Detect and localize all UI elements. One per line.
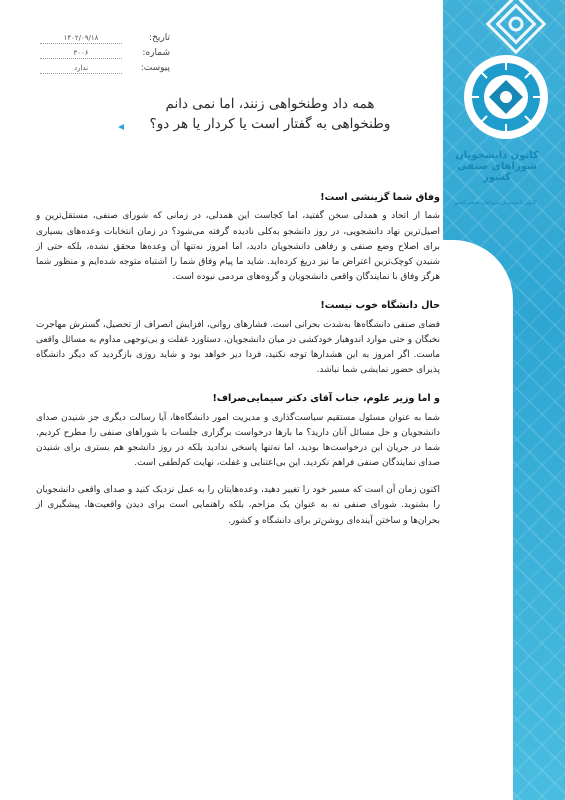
letter-body: [36, 192, 440, 529]
section-title: و اما وزیر علوم، جناب آقای دکتر سیمایی‌صراف!: [212, 393, 440, 405]
paragraph: شما از اتحاد و همدلی سخن گفتید، اما کجاست این همدلی، در زمانی که شورای صنفی، مستقل‌ترین و اصیل‌ترین نهاد دانشجویی، در روز دانشجو به‌کلی نادیده گرفته می‌شود؟ در زمان انتخابات وعده‌های بسیاری برای اصلاح وضع صنفی و رفاهی دانشجویان دادید، اما امروز نه‌تنها آن وعده‌ها محقق نشده، بلکه حتی از شنیدن کوچک‌ترین اعتراض ما نیز دریغ کرده‌اید. شاید ما پیام وفاق شما را اشتباه متوجه شده‌ایم و منظور شما هرگز وفاق با نمایندگان واقعی دانشجویان و گروه‌های مردمی نبوده است.: [36, 211, 440, 283]
headline-line-2: وطنخواهی به گفتار است یا کردار یا هر دو؟: [149, 115, 391, 132]
paragraph: اکنون زمان آن است که مسیر خود را تغییر دهید، وعده‌هایتان را به عمل نزدیک کنید و صدای واقعی دانشجویان را بشنوید. شورای صنفی نه به عنوان یک مزاحم، بلکه راهنمایی است برای دیدن واقعیت‌ها، پیشگیری از بحران‌ها و ساختن آینده‌ای روشن‌تر برای دانشگاه و کشور.: [36, 485, 440, 526]
headline-arrow-icon: [118, 124, 124, 130]
section-title: وفاق شما گزینشی است!: [320, 192, 440, 203]
number-label: شماره:: [142, 48, 170, 58]
attachment-row: [40, 63, 170, 78]
date-value: ۱۴۰۲/۰۹/۱۸: [40, 34, 122, 44]
date-label: تاریخ:: [149, 33, 170, 43]
letter-meta: [40, 33, 170, 78]
logo-subtitle: کانون دانشجویان شوراهای صنفی کشور: [453, 200, 537, 206]
logo-title: کانون دانشجویان شوراهای صنفی کشور: [455, 150, 539, 183]
paragraph: فضای صنفی دانشگاه‌ها به‌شدت بحرانی است. فشارهای روانی، افزایش انصراف از تحصیل، گسترش مهاجرت نخبگان و حتی موارد اندوهبار خودکشی در میان دانشجویان، دستاورد غفلت و بی‌توجهی مداوم به مسائل واقعی ماست. اگر امروز به این هشدارها توجه نکنید، فردا دیر خواهد بود و شاید روزی بازگردید که دیگر دانشگاه پذیرای حضور نمایشی شما نباشد.: [36, 319, 440, 376]
section-title: حال دانشگاه خوب نیست!: [320, 300, 440, 312]
band-white-cutout: [443, 240, 513, 800]
attachment-value: ندارد: [40, 64, 122, 74]
attachment-label: پیوست:: [140, 63, 170, 73]
number-value: ۳۰۰۶: [40, 49, 122, 59]
headline-line-1: همه داد وطنخواهی زنند، اما نمی دانم: [165, 96, 375, 112]
headline-quote: [110, 95, 430, 134]
date-row: [40, 33, 170, 48]
paragraph: شما به عنوان مسئول مستقیم سیاست‌گذاری و مدیریت امور دانشگاه‌ها، آیا رسالت دیگری جز شنیدن صدای دانشجویان و حل مسائل آنان دارید؟ ما بارها درخواست برگزاری جلسات با شوراهای صنفی را مطرح کردیم. شما در جریان این درخواست‌ها بودید، اما نه‌تنها پاسخی ندادید بلکه در روز دانشجو هم بستری برای شنیدن صدای نمایندگان صنفی فراهم نکردید. این بی‌اعتنایی و غفلت، نهایت کم‌لطفی است.: [36, 412, 440, 469]
number-row: [40, 48, 170, 63]
organization-logo-icon: [461, 52, 551, 142]
